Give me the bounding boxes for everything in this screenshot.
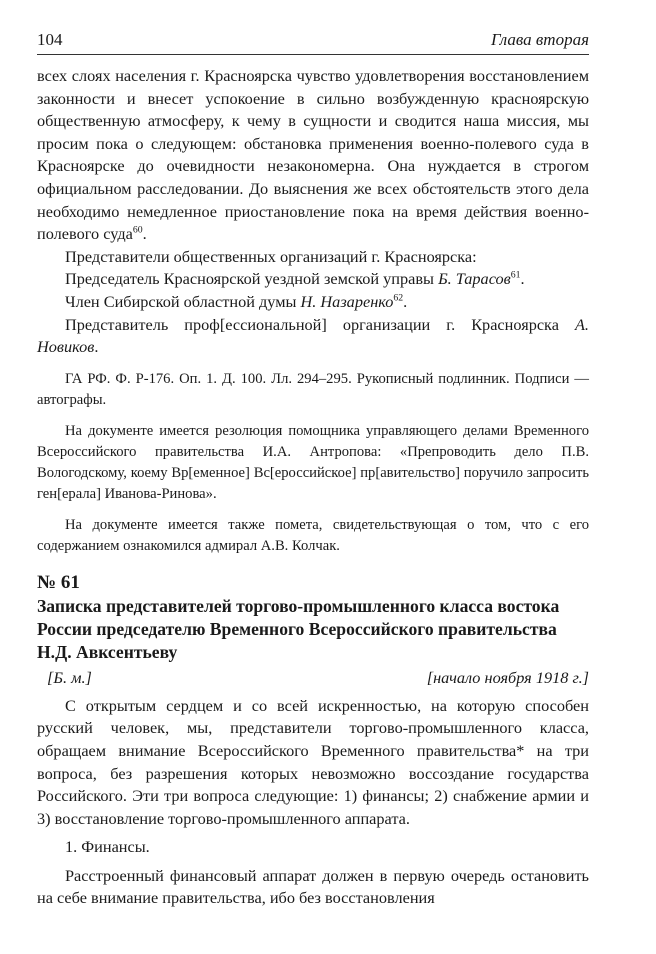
document-paragraph-3: Расстроенный финансовый аппарат должен в первую очередь остановить на себе внимание правительства, ибо без восстановления: [37, 865, 589, 908]
signature-tarasov-role: Председатель Красноярской уездной земской управы: [65, 269, 439, 289]
document-place: [Б. м.]: [47, 667, 92, 687]
page: [37, 30, 589, 910]
document-section-finances: 1. Финансы.: [65, 837, 150, 857]
document-paragraph-1: С открытым сердцем и со всей искренностью, на которую способен русский человек, мы, представители торгово-промышленного класса, обращаем внимание Всероссийского Временного правительства* на три вопроса, без разрешения которых невозможно воссоздание государства Российского. Эти три вопроса следующие: 1) финансы; 2) снабжение армии и 3) восстановление торгово-промышленного аппарата.: [37, 695, 589, 828]
footnote-ref-61[interactable]: 61: [510, 269, 521, 281]
signature-tarasov: Председатель Красноярской уездной земской управы Б. Тарасов$^{61}$.: [65, 269, 525, 289]
kolchak-mark-note: На документе имеется также помета, свидетельствующая о том, что с его содержанием ознакомился адмирал А.В. Колчак.: [37, 516, 589, 554]
intro-paragraph: всех слоях населения г. Красноярска чувство удовлетворения восстановлением законности и внесет успокоение в сильно возбужденную красноярскую общественную атмосферу, к чему в сущности и сводится наша миссия, мы просим пока о следующем: обстановка применения военно-полевого суда в Красноярске до очевидности незакономерна. Она нуждается в строгом официальном расследовании. До выяснения же всех обстоятельств этого дела необходимо немедленное приостановление пока на время действия военно-полевого суда$^{60}$.: [37, 66, 589, 244]
resolution-note: На документе имеется резолюция помощника управляющего делами Временного Всероссийского правительства И.А. Антропова: «Препроводить дело П.В. Вологодскому, коему Вр[еменное] Вс[ероссийское] пр[авительство] поручило запросить ген[ерала] Иванова-Ринова».: [37, 422, 589, 502]
signature-novikov: Представитель проф[ессиональной] организации г. Красноярска А. Новиков.: [37, 314, 589, 357]
signature-tarasov-name: Б. Тарасов: [438, 269, 511, 289]
signature-novikov-role: Представитель проф[ессиональной] организации г. Красноярска: [65, 314, 575, 334]
signature-nazarenko-name: Н. Назаренко: [300, 291, 394, 311]
document-title: Записка представителей торгово-промышленного класса востока России председателю Временного Всероссийского правительства Н.Д. Авксентьеву: [37, 595, 560, 662]
page-body: [37, 65, 589, 910]
signature-novikov-name: А. Новиков: [37, 314, 589, 357]
archive-reference: ГА РФ. Ф. Р-176. Оп. 1. Д. 100. Лл. 294–295. Рукописный подлинник. Подписи — автографы.: [37, 370, 589, 408]
document-number: № 61: [37, 571, 80, 593]
footnote-ref-60[interactable]: 60: [132, 224, 143, 236]
document-meta: [37, 666, 589, 689]
chapter-title: Глава вторая: [491, 30, 589, 49]
page-number: 104: [37, 30, 63, 49]
intro-paragraph-text: всех слоях населения г. Красноярска чувство удовлетворения восстановлением законности и внесет успокоение в сильно возбужденную красноярскую общественную атмосферу, к чему в сущности и сводится наша миссия, мы просим пока о следующем: обстановка применения военно-полевого суда в Красноярске до очевидности незакономерна. Она нуждается в строгом официальном расследовании. До выяснения же всех обстоятельств этого дела необходимо немедленное приостановление пока на время действия военно-полевого суда: [37, 66, 589, 244]
document-date: [начало ноября 1918 г.]: [426, 667, 589, 687]
signature-nazarenko: Член Сибирской областной думы Н. Назаренко$^{62}$.: [65, 291, 408, 311]
signature-nazarenko-role: Член Сибирской областной думы: [65, 291, 301, 311]
running-header: [37, 30, 589, 55]
signatories-heading: Представители общественных организаций г. Красноярска:: [65, 246, 477, 266]
footnote-ref-62[interactable]: 62: [393, 292, 404, 304]
